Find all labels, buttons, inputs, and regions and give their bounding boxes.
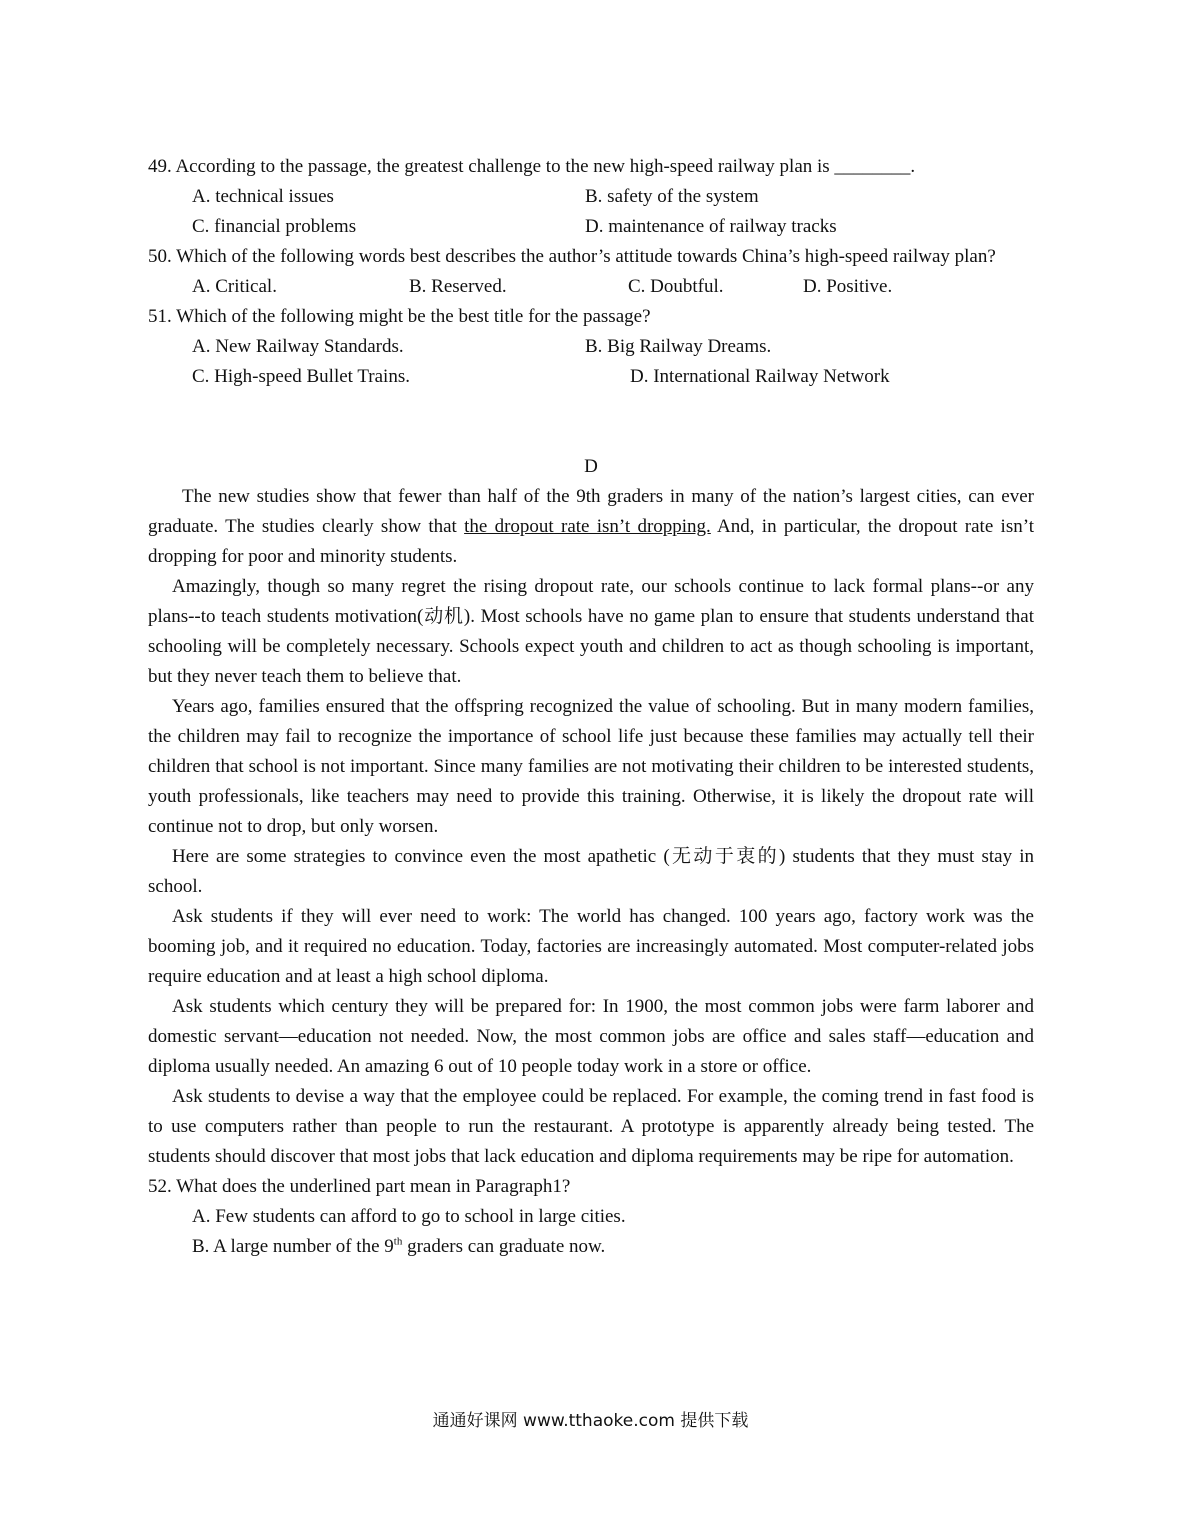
ordinal-superscript: th — [393, 1235, 403, 1248]
question-51-options-row-2 — [148, 362, 1034, 392]
question-51-options-row-1 — [148, 332, 1034, 362]
question-50-option-a: A. Critical. — [192, 276, 277, 297]
question-51-option-d: D. International Railway Network — [630, 366, 890, 387]
question-50-option-d: D. Positive. — [803, 276, 893, 297]
question-49-options-row-2 — [148, 212, 1034, 242]
question-52-option-a: A. Few students can afford to go to school in large cities. — [192, 1206, 626, 1227]
question-49-stem: 49. According to the passage, the greatest challenge to the new high-speed railway plan is ________. — [148, 156, 916, 177]
question-52-option-b — [148, 1232, 1034, 1262]
passage-paragraph-1 — [148, 482, 1034, 572]
question-49-option-a: A. technical issues — [192, 186, 334, 207]
question-50-stem: 50. Which of the following words best describes the author’s attitude towards China’s high-speed railway plan? — [148, 246, 996, 267]
paragraph-1-text-end: And, in particular, the dropout rate isn’t dropping for poor and minority students. — [148, 516, 1034, 567]
section-heading: D — [584, 456, 598, 477]
question-51-option-b: B. Big Railway Dreams. — [585, 336, 772, 357]
passage-paragraph-2: Amazingly, though so many regret the rising dropout rate, our schools continue to lack formal plans--or any plans--to teach students motivation(动机). Most schools have no game plan to ensure that students understand that schooling will be completely necessary. Schools expect youth and children to act as though schooling is important, but they never teach them to believe that. — [148, 576, 1034, 687]
question-51-option-c: C. High-speed Bullet Trains. — [192, 366, 410, 387]
page-footer: 通通好课网 www.tthaoke.com 提供下载 — [432, 1411, 749, 1431]
question-49-option-c: C. financial problems — [192, 216, 357, 237]
question-49-option-d: D. maintenance of railway tracks — [585, 216, 837, 237]
paragraph-1-text-start: The new studies show that fewer than half of the 9th graders in many of the nation’s largest cities, can ever graduate. The studies clearly show that — [148, 486, 1034, 537]
question-49-option-b: B. safety of the system — [585, 186, 759, 207]
passage-paragraph-4: Here are some strategies to convince even the most apathetic (无动于衷的) students that they must stay in school. — [148, 846, 1034, 897]
passage-paragraph-7: Ask students to devise a way that the employee could be replaced. For example, the coming trend in fast food is to use computers rather than people to run the restaurant. A prototype is apparently already being tested. The students should discover that most jobs that lack education and diploma requirements may be ripe for automation. — [148, 1086, 1034, 1167]
passage-paragraph-6: Ask students which century they will be prepared for: In 1900, the most common jobs were farm laborer and domestic servant—education not needed. Now, the most common jobs are office and sales staff—education and diploma usually needed. An amazing 6 out of 10 people today work in a store or office. — [148, 996, 1034, 1077]
question-51-stem: 51. Which of the following might be the best title for the passage? — [148, 306, 651, 327]
question-50-options-row — [148, 272, 1034, 302]
passage-paragraph-5: Ask students if they will ever need to work: The world has changed. 100 years ago, factory work was the booming job, and it required no education. Today, factories are increasingly automated. Most computer-related jobs require education and at least a high school diploma. — [148, 906, 1034, 987]
question-50-option-b: B. Reserved. — [409, 276, 507, 297]
question-52-option-b-start: B. A large number of the 9 — [192, 1236, 394, 1257]
question-52-option-b-end: graders can graduate now. — [402, 1236, 606, 1257]
question-51-option-a: A. New Railway Standards. — [192, 336, 404, 357]
question-49-options-row-1 — [148, 182, 1034, 212]
exam-page — [148, 152, 1034, 1262]
passage-paragraph-3: Years ago, families ensured that the offspring recognized the value of schooling. But in many modern families, the children may fail to recognize the importance of school life just because these families may actually tell their children that school is not important. Since many families are not motivating their children to be interested students, youth professionals, like teachers may need to provide this training. Otherwise, it is likely the dropout rate will continue not to drop, but only worsen. — [148, 696, 1034, 837]
question-50-option-c: C. Doubtful. — [628, 276, 724, 297]
underlined-phrase: the dropout rate isn’t dropping. — [464, 516, 711, 537]
question-52-stem: 52. What does the underlined part mean in Paragraph1? — [148, 1176, 571, 1197]
